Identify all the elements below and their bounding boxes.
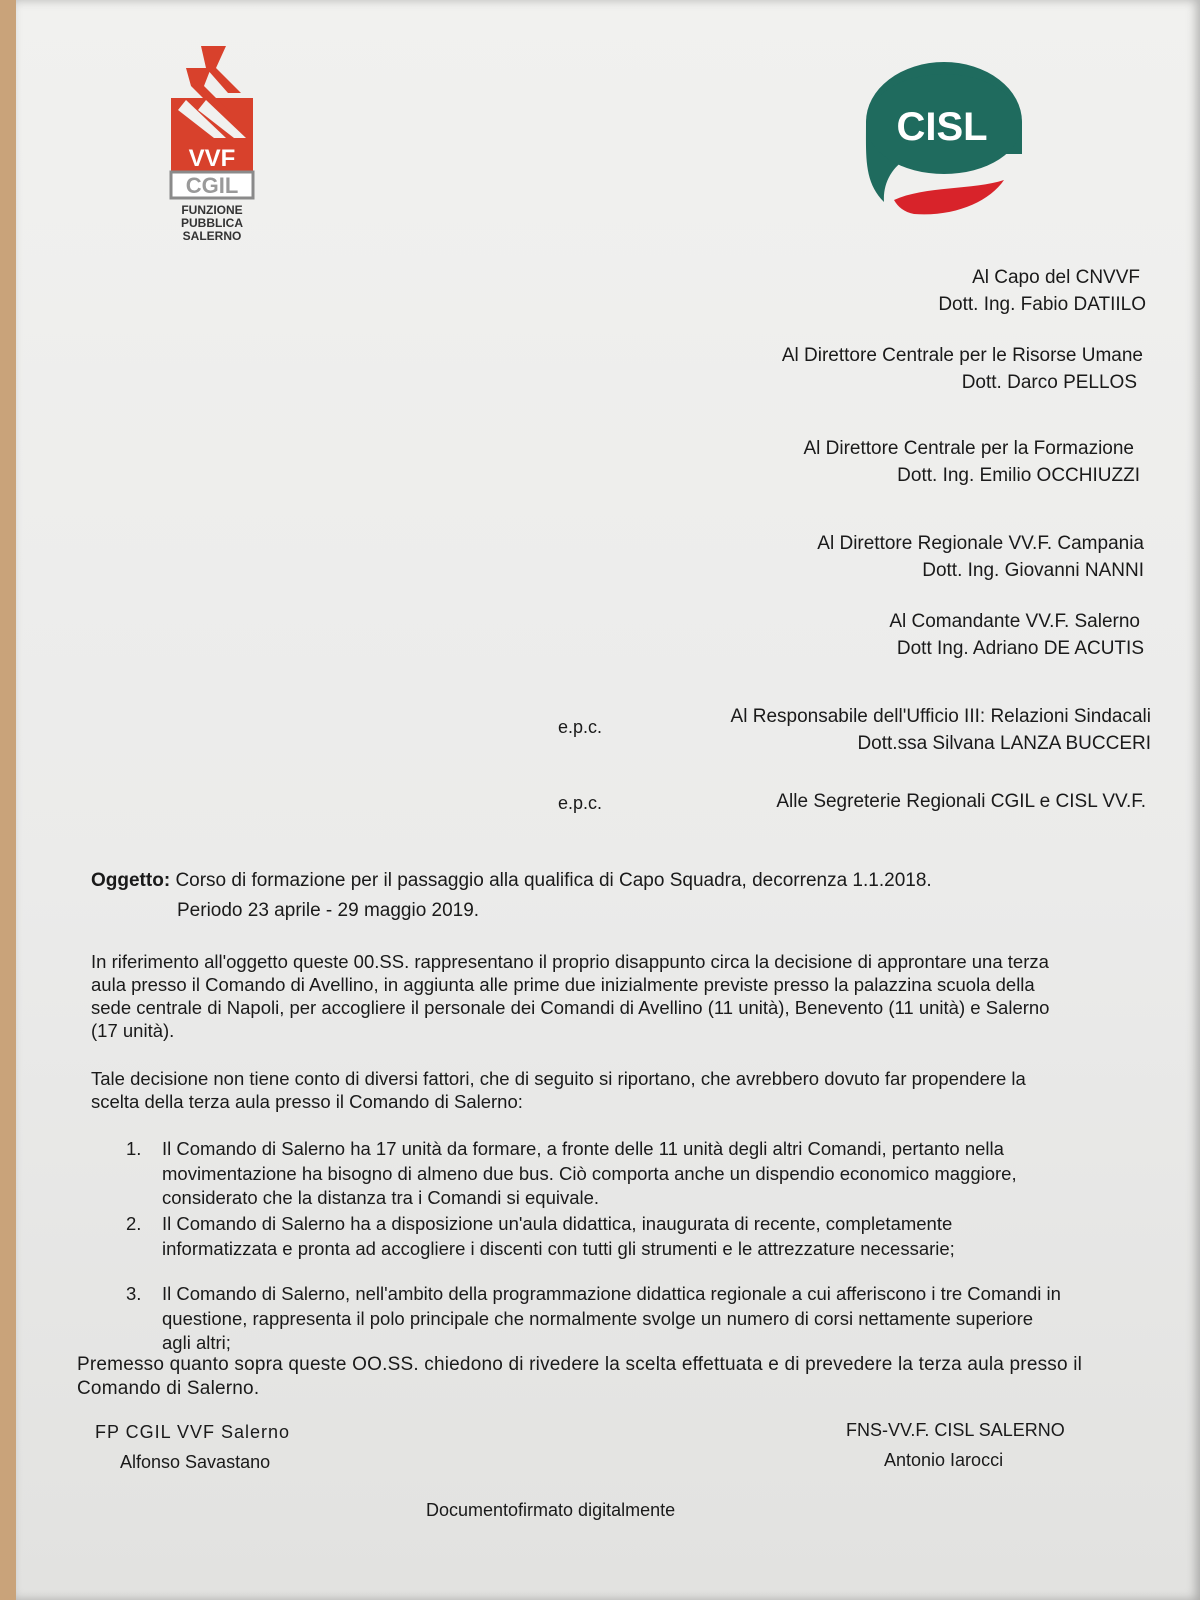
logo-line3: SALERNO: [182, 229, 242, 243]
signature-left-org: FP CGIL VVF Salerno: [95, 1422, 291, 1442]
recipient-block-5: [889, 608, 1144, 662]
cc-block-2: [776, 788, 1146, 815]
cgil-vvf-logo: [166, 38, 266, 248]
closing-paragraph: Premesso quanto sopra queste OO.SS. chiedono di rivedere la scelta effettuata e di prevedere la terza aula presso il Comando di Salerno.: [77, 1354, 1083, 1399]
recipient-name: Dott Ing. Adriano DE ACUTIS: [896, 638, 1144, 659]
cc-block-1: [731, 703, 1151, 757]
subject-label: Oggetto:: [91, 870, 171, 891]
recipient-block-4: [817, 530, 1144, 584]
cc-name: Dott.ssa Silvana LANZA BUCCERI: [857, 733, 1151, 754]
logo-org-text: CGIL: [185, 173, 239, 198]
recipient-name: Dott. Ing. Emilio OCCHIUZZI: [897, 465, 1140, 486]
logo-badge-text: VVF: [188, 145, 236, 172]
list-text: Il Comando di Salerno ha 17 unità da formare, a fronte delle 11 unità degli altri Comandi, pertanto nella movimentazione ha bisogno di almeno due bus. Ciò comporta anche un dispendio economico maggiore, considerato che la distanza tra i Comandi si equivale.: [162, 1138, 1017, 1208]
recipient-name: Dott. Ing. Giovanni NANNI: [922, 560, 1144, 581]
subject-period: Periodo 23 aprile - 29 maggio 2019.: [177, 900, 480, 921]
cisl-logo-text: CISL: [896, 105, 988, 149]
paragraph-intro: In riferimento all'oggetto queste 00.SS. rappresentano il proprio disappunto circa la decisione di approntare una terza aula presso il Comando di Avellino, in aggiunta alle prime due inizialmente previste presso la palazzina scuola della sede centrale di Napoli, per accogliere il personale dei Comandi di Avellino (11 unità), Benevento (11 unità) e Salerno (17 unità).: [91, 951, 1050, 1041]
recipient-name: Dott. Ing. Fabio DATIILO: [938, 294, 1146, 315]
list-number: 3.: [126, 1283, 142, 1304]
list-number: 2.: [126, 1213, 142, 1234]
logo-line1: FUNZIONE: [181, 203, 243, 217]
recipient-block-2: [781, 342, 1143, 396]
cisl-logo: [854, 62, 1034, 222]
signature-right-name: Antonio Iarocci: [884, 1450, 1004, 1470]
cc-label: e.p.c.: [558, 793, 603, 813]
recipient-title: Al Direttore Centrale per la Formazione: [803, 438, 1134, 459]
cc-title: Alle Segreterie Regionali CGIL e CISL VV.F.: [776, 791, 1146, 812]
recipient-title: Al Direttore Centrale per le Risorse Umane: [781, 345, 1143, 366]
recipient-title: Al Capo del CNVVF: [972, 267, 1140, 288]
recipient-title: Al Comandante VV.F. Salerno: [889, 611, 1140, 632]
list-text: Il Comando di Salerno ha a disposizione un'aula didattica, inaugurata di recente, completamente informatizzata e pronta ad accogliere i discenti con tutti gli strumenti e le attrezzature necessarie;: [162, 1213, 955, 1259]
letter-page: [16, 0, 1200, 1600]
signature-left-name: Alfonso Savastano: [120, 1452, 271, 1472]
subject-line1: Corso di formazione per il passaggio alla qualifica di Capo Squadra, decorrenza 1.1.2018.: [175, 870, 932, 891]
recipient-name: Dott. Darco PELLOS: [961, 372, 1137, 393]
cc-label: e.p.c.: [558, 717, 603, 737]
recipient-block-3: [803, 435, 1140, 489]
cc-title: Al Responsabile dell'Ufficio III: Relazioni Sindacali: [730, 706, 1151, 727]
subject: [91, 866, 932, 896]
logo-line2: PUBBLICA: [181, 216, 243, 230]
list-text: Il Comando di Salerno, nell'ambito della programmazione didattica regionale a cui afferiscono i tre Comandi in questione, rappresenta il polo principale che normalmente svolge un numero di corsi nettamente superiore agli altri;: [162, 1283, 1061, 1353]
signature-right-org: FNS-VV.F. CISL SALERNO: [846, 1420, 1065, 1440]
list-number: 1.: [126, 1138, 142, 1159]
recipient-title: Al Direttore Regionale VV.F. Campania: [817, 533, 1144, 554]
digital-signature-note: Documentofirmato digitalmente: [426, 1500, 676, 1520]
recipient-block-1: [938, 264, 1146, 318]
paragraph-factors: Tale decisione non tiene conto di diversi fattori, che di seguito si riportano, che avrebbero dovuto far propendere la scelta della terza aula presso il Comando di Salerno:: [91, 1068, 1026, 1112]
